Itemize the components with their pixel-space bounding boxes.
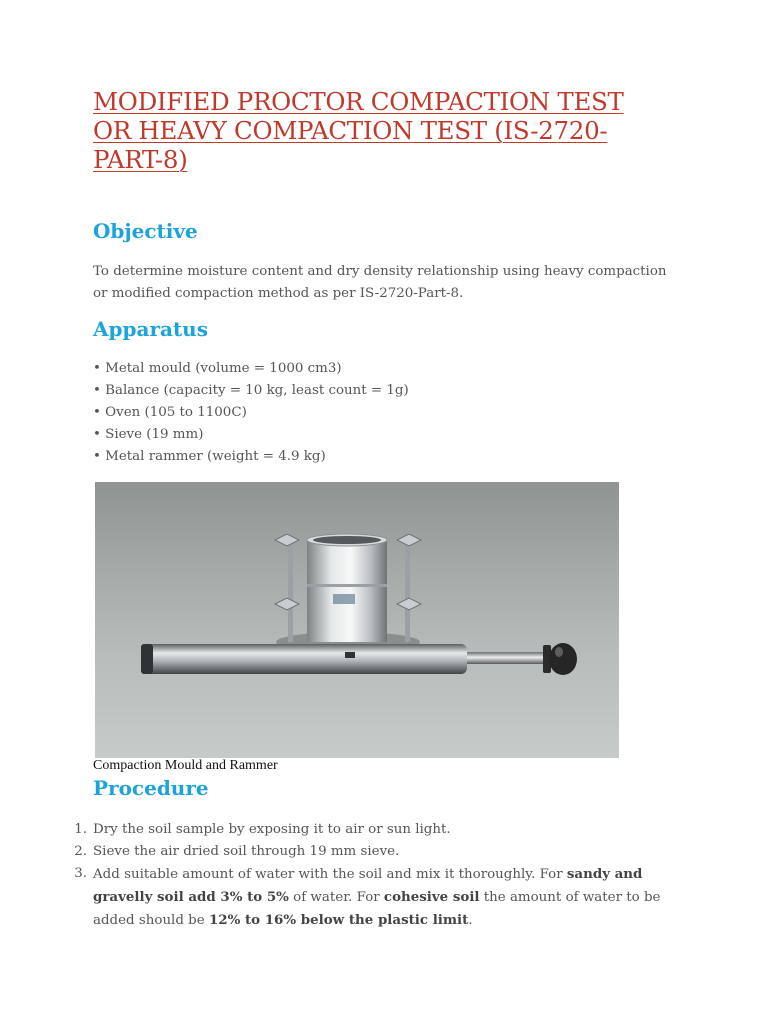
step-text: . <box>468 913 473 928</box>
step-text: Add suitable amount of water with the soil and mix it thoroughly. For <box>93 867 567 882</box>
apparatus-heading: Apparatus <box>93 317 208 341</box>
step-number: 1. <box>74 822 87 837</box>
step-text: Sieve the air dried soil through 19 mm sieve. <box>93 844 400 859</box>
apparatus-list <box>93 358 409 468</box>
step-emphasis: cohesive soil <box>383 889 480 905</box>
procedure-steps <box>74 819 683 932</box>
step-text: Dry the soil sample by exposing it to air or sun light. <box>93 822 451 837</box>
procedure-step <box>74 841 683 863</box>
step-text: the amount of water to be added should be <box>93 890 661 928</box>
apparatus-item: • Sieve (19 mm) <box>93 427 204 442</box>
page-title: MODIFIED PROCTOR COMPACTION TEST OR HEAVY COMPACTION TEST (IS-2720-PART-8) <box>93 87 624 174</box>
step-emphasis: sandy and gravelly soil add 3% to 5% <box>93 866 643 905</box>
step-number: 2. <box>74 844 87 859</box>
procedure-step <box>74 819 683 841</box>
procedure-heading: Procedure <box>93 776 209 800</box>
procedure-step <box>74 863 683 932</box>
apparatus-item: • Balance (capacity = 10 kg, least count = 1g) <box>93 383 409 398</box>
step-emphasis: 12% to 16% below the plastic limit <box>208 912 469 928</box>
apparatus-item: • Metal mould (volume = 1000 cm3) <box>93 361 342 376</box>
objective-text: To determine moisture content and dry density relationship using heavy compaction or modified compaction method as per IS-2720-Part-8. <box>93 264 667 301</box>
figure-caption: Compaction Mould and Rammer <box>93 758 278 773</box>
compaction-mould-photo <box>95 482 619 758</box>
compaction-mould-illustration <box>95 482 619 758</box>
objective-heading: Objective <box>93 219 198 243</box>
apparatus-item: • Metal rammer (weight = 4.9 kg) <box>93 449 326 464</box>
step-number: 3. <box>74 866 87 881</box>
apparatus-item: • Oven (105 to 1100C) <box>93 405 247 420</box>
step-text: of water. For <box>288 890 384 905</box>
